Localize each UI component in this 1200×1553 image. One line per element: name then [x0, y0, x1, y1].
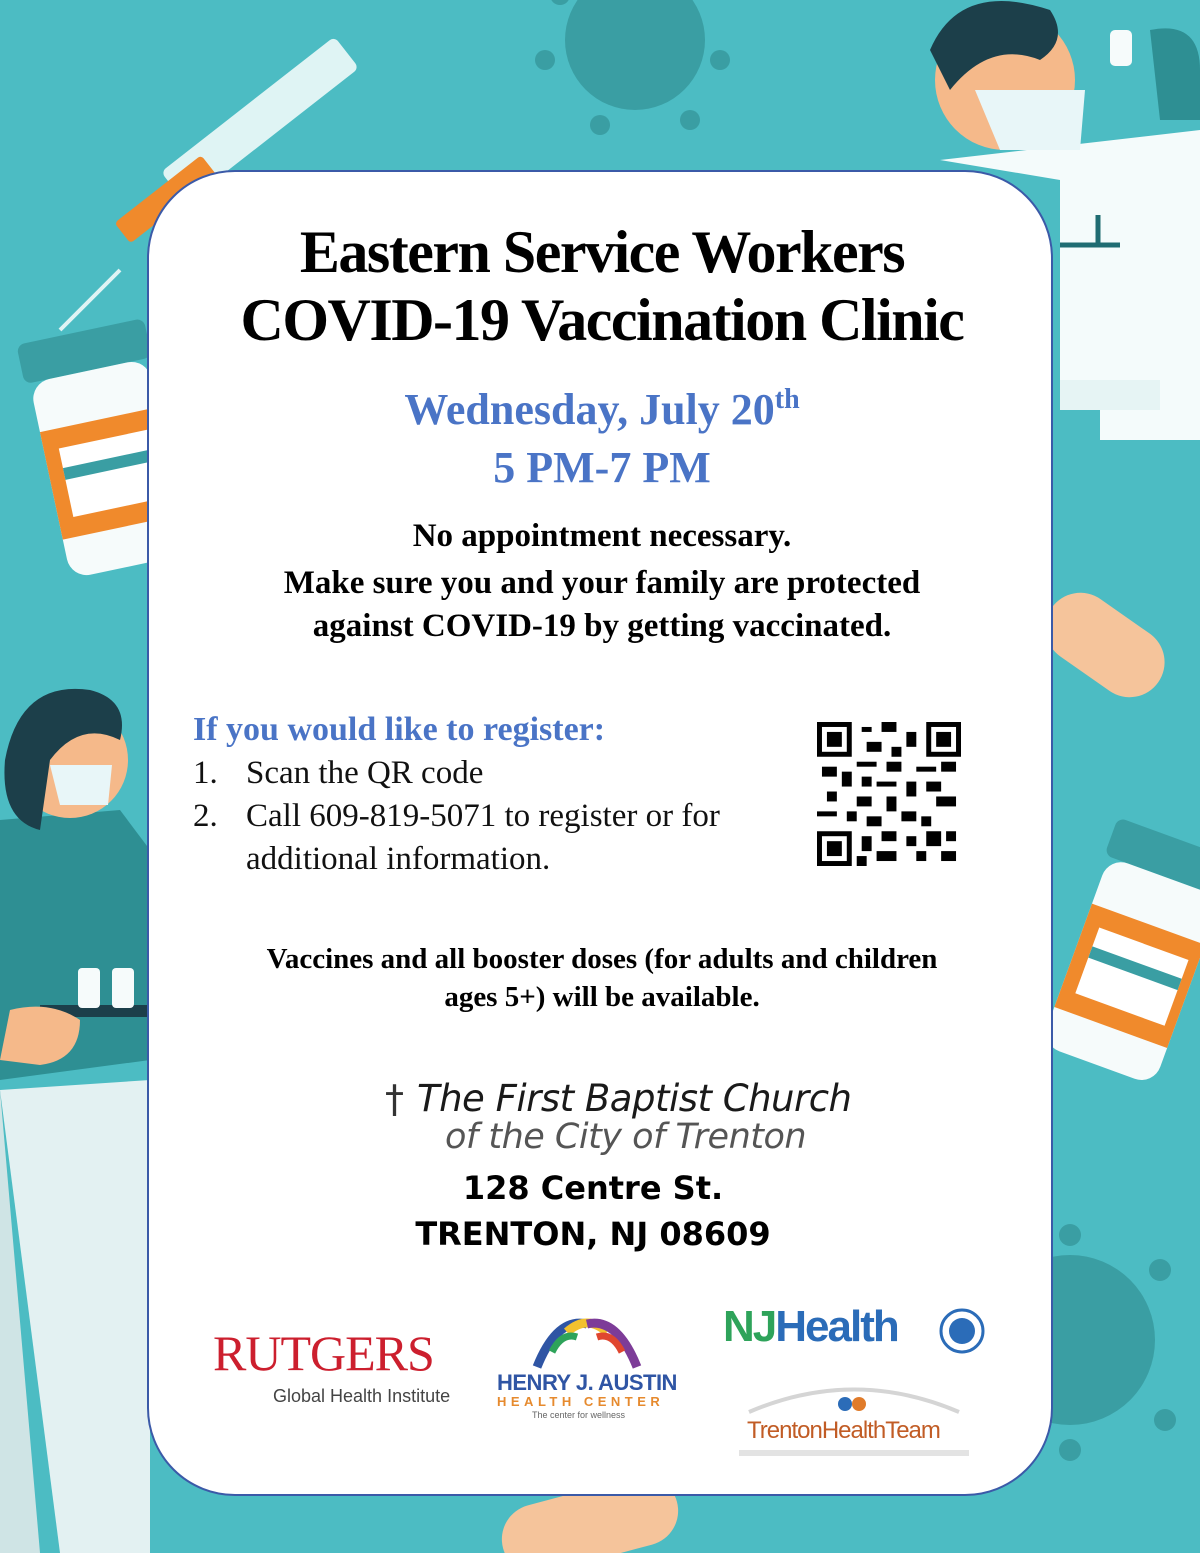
rutgers-logo: RUTGERS	[213, 1325, 434, 1381]
flyer-card	[147, 170, 1053, 1496]
step-text: Scan the QR code	[246, 755, 484, 791]
church-name-line-1: The First Baptist Church	[417, 1077, 852, 1120]
step-number: 2.	[193, 798, 218, 834]
virus-icon	[535, 0, 730, 135]
event-date-main: Wednesday, July 20	[404, 385, 775, 434]
nj-seal-icon	[939, 1308, 985, 1354]
henry-j-austin-arch-icon	[532, 1312, 642, 1370]
event-date	[149, 384, 1055, 436]
address-line-1: 128 Centre St.	[462, 1169, 724, 1207]
nurse-illustration	[0, 689, 150, 1553]
cross-icon: †	[385, 1077, 404, 1121]
register-heading: If you would like to register:	[193, 711, 606, 748]
note-line-2: Make sure you and your family are protected	[283, 565, 921, 601]
trenton-health-team-logo: TrentonHealthTeam	[747, 1417, 940, 1444]
church-name-line-2: of the City of Trenton	[445, 1117, 807, 1157]
nj-health-logo-nj: NJ	[723, 1302, 776, 1351]
note-line-3: against COVID-19 by getting vaccinated.	[312, 608, 892, 644]
register-step	[193, 752, 773, 795]
qr-code[interactable]	[817, 722, 961, 866]
step-number: 1.	[193, 755, 218, 791]
register-steps	[193, 752, 773, 881]
register-step	[193, 795, 773, 881]
vaccines-line-1: Vaccines and all booster doses (for adults and children	[266, 943, 938, 975]
henry-j-austin-tagline: The center for wellness	[532, 1410, 626, 1420]
rutgers-logo-subtitle: Global Health Institute	[273, 1386, 451, 1406]
title-line-1: Eastern Service Workers	[299, 219, 905, 285]
henry-j-austin-logo: HENRY J. AUSTIN	[497, 1370, 677, 1395]
event-time: 5 PM-7 PM	[493, 443, 711, 492]
nj-health-logo-health: Health	[775, 1302, 898, 1351]
note-line-1: No appointment necessary.	[412, 518, 792, 554]
nj-health-logo	[723, 1302, 898, 1352]
event-date-suffix: th	[774, 384, 800, 415]
step-text: Call 609-819-5071 to register or for additional information.	[246, 798, 720, 877]
address-line-2: TRENTON, NJ 08609	[415, 1215, 771, 1253]
vaccine-bottle-icon	[1036, 817, 1200, 1087]
vaccines-line-2: ages 5+) will be available.	[444, 981, 760, 1013]
henry-j-austin-subtitle: HEALTH CENTER	[497, 1394, 665, 1409]
title-line-2: COVID-19 Vaccination Clinic	[240, 287, 964, 353]
